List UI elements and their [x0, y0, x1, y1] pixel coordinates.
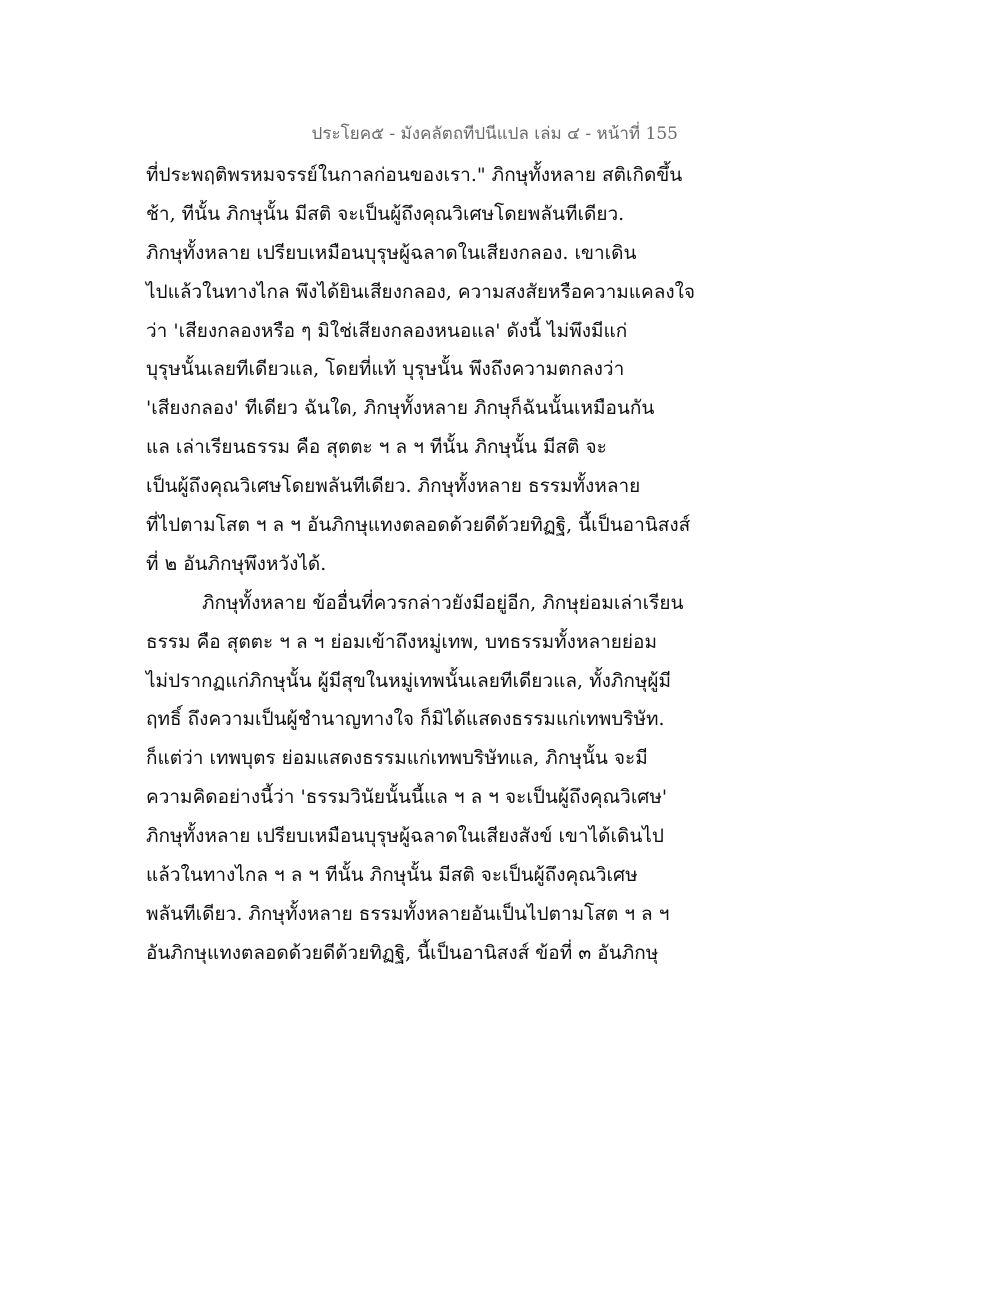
- text-line: เป็นผู้ถึงคุณวิเศษโดยพลันทีเดียว. ภิกษุทั้งหลาย ธรรมทั้งหลาย: [146, 475, 641, 498]
- text-line: ที่ ๒ อันภิกษุพึงหวังได้.: [146, 552, 327, 575]
- text-line: ความคิดอย่างนี้ว่า 'ธรรมวินัยนั้นนี้แล ฯ ล ฯ จะเป็นผู้ถึงคุณวิเศษ': [146, 786, 668, 809]
- text-line: ไม่ปรากฏแก่ภิกษุนั้น ผู้มีสุขในหมู่เทพนั้นเลยทีเดียวแล, ทั้งภิกษุผู้มี: [146, 669, 672, 692]
- text-line: ภิกษุทั้งหลาย เปรียบเหมือนบุรุษผู้ฉลาดในเสียงกลอง. เขาเดิน: [146, 241, 637, 264]
- text-line: ธรรม คือ สุตตะ ฯ ล ฯ ย่อมเข้าถึงหมู่เทพ, บทธรรมทั้งหลายย่อม: [146, 630, 657, 653]
- paragraph-start-line: ภิกษุทั้งหลาย ข้ออื่นที่ควรกล่าวยังมีอยู่อีก, ภิกษุย่อมเล่าเรียน: [202, 591, 684, 614]
- text-line: 'เสียงกลอง' ทีเดียว ฉันใด, ภิกษุทั้งหลาย ภิกษุก็ฉันนั้นเหมือนกัน: [146, 397, 655, 420]
- text-line: แล เล่าเรียนธรรม คือ สุตตะ ฯ ล ฯ ทีนั้น ภิกษุนั้น มีสติ จะ: [146, 436, 607, 459]
- text-line: ที่ประพฤติพรหมจรรย์ในกาลก่อนของเรา." ภิกษุทั้งหลาย สติเกิดขึ้น: [146, 164, 683, 186]
- text-line: ไปแล้วในทางไกล พึงได้ยินเสียงกลอง, ความสงสัยหรือความแคลงใจ: [146, 280, 696, 303]
- text-line: พลันทีเดียว. ภิกษุทั้งหลาย ธรรมทั้งหลายอันเป็นไปตามโสต ฯ ล ฯ: [146, 902, 670, 925]
- text-line: ภิกษุทั้งหลาย เปรียบเหมือนบุรุษผู้ฉลาดในเสียงสังข์ เขาได้เดินไป: [146, 825, 664, 848]
- text-line: ที่ไปตามโสต ฯ ล ฯ อันภิกษุแทงตลอดด้วยดีด้วยทิฏฐิ, นี้เป็นอานิสงส์: [146, 514, 691, 537]
- text-line: บุรุษนั้นเลยทีเดียวแล, โดยที่แท้ บุรุษนั้น พึงถึงความตกลงว่า: [146, 358, 625, 381]
- text-line: ฤทธิ์ ถึงความเป็นผู้ชำนาญทางใจ ก็มิได้แสดงธรรมแก่เทพบริษัท.: [146, 708, 665, 731]
- text-line: ก็แต่ว่า เทพบุตร ย่อมแสดงธรรมแก่เทพบริษัทแล, ภิกษุนั้น จะมี: [146, 747, 648, 770]
- running-header: ประโยค๕ - มังคลัตถทีปนีแปล เล่ม ๔ - หน้าที่ 155: [311, 124, 678, 144]
- text-line: ช้า, ทีนั้น ภิกษุนั้น มีสติ จะเป็นผู้ถึงคุณวิเศษโดยพลันทีเดียว.: [146, 202, 625, 225]
- text-line: อันภิกษุแทงตลอดด้วยดีด้วยทิฏฐิ, นี้เป็นอานิสงส์ ข้อที่ ๓ อันภิกษุ: [146, 941, 659, 964]
- text-line: ว่า 'เสียงกลองหรือ ๆ มิใช่เสียงกลองหนอแล' ดังนี้ ไม่พึงมีแก่: [146, 319, 628, 342]
- text-line: แล้วในทางไกล ฯ ล ฯ ทีนั้น ภิกษุนั้น มีสติ จะเป็นผู้ถึงคุณวิเศษ: [146, 864, 638, 887]
- page-body: [146, 156, 696, 973]
